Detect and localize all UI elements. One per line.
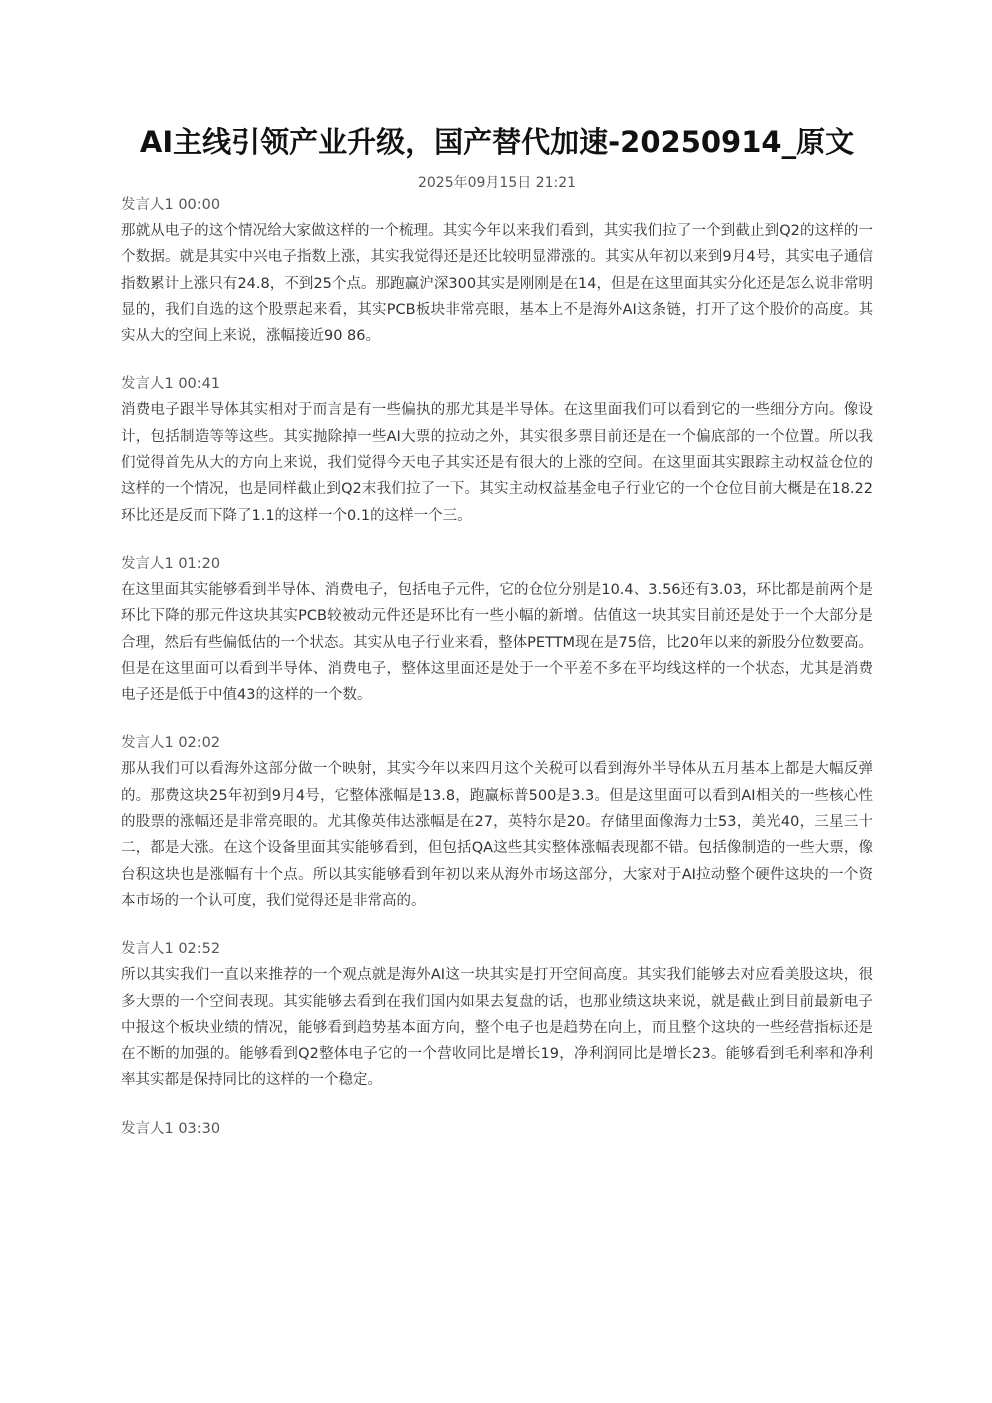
speaker-timestamp: 发言人1 00:41	[121, 376, 221, 393]
document-date: 2025年09月15日 21:21	[417, 175, 577, 191]
transcript-section	[121, 375, 873, 528]
speaker-timestamp: 发言人1 00:00	[121, 197, 221, 213]
transcript-section	[121, 196, 873, 349]
transcript-paragraph: 消费电子跟半导体其实相对于而言是有一些偏执的那尤其是半导体。在这里面我们可以看到它的一些细分方向。像设计，包括制造等等这些。其实抛除掉一些AI大票的拉动之外，其实很多票目前还是在一个偏底部的一个位置。所以我们觉得首先从大的方向上来说，我们觉得今天电子其实还是有很大的上涨的空间。在这里面其实跟踪主动权益仓位的这样的一个情况，也是同样截止到Q2末我们拉了一下。其实主动权益基金电子行业它的一个仓位目前大概是在18.22环比还是反而下降了1.1的这样一个0.1的这样一个三。	[121, 402, 873, 524]
document-page	[121, 0, 873, 1142]
speaker-timestamp: 发言人1 02:02	[121, 735, 221, 752]
transcript-paragraph: 在这里面其实能够看到半导体、消费电子，包括电子元件，它的仓位分别是10.4、3.56还有3.03，环比都是前两个是环比下降的那元件这块其实PCB较被动元件还是环比有一些小幅的新增。估值这一块其实目前还是处于一个大部分是合理，然后有些偏低估的一个状态。其实从电子行业来看，整体PETTM现在是75倍，比20年以来的新股分位数要高。但是在这里面可以看到半导体、消费电子，整体这里面还是处于一个平差不多在平均线这样的一个状态，尤其是消费电子还是低于中值43的这样的一个数。	[121, 581, 873, 704]
speaker-timestamp: 发言人1 02:52	[121, 941, 221, 958]
speaker-timestamp: 发言人1 01:20	[121, 555, 221, 572]
transcript-paragraph: 那从我们可以看海外这部分做一个映射，其实今年以来四月这个关税可以看到海外半导体从五月基本上都是大幅反弹的。那费这块25年初到9月4号，它整体涨幅是13.8，跑赢标普500是3.3。但是这里面可以看到AI相关的一些核心性的股票的涨幅还是非常亮眼的。尤其像英伟达涨幅是在27，英特尔是20。存储里面像海力士53，美光40，三星三十二，都是大涨。在这个设备里面其实能够看到，但包括QA这些其实整体涨幅表现都不错。包括像制造的一些大票，像台积这块也是涨幅有十个点。所以其实能够看到年初以来从海外市场这部分，大家对于AI拉动整个硬件这块的一个资本市场的一个认可度，我们觉得还是非常高的。	[121, 761, 873, 909]
speaker-timestamp: 发言人1 03:30	[121, 1120, 221, 1137]
document-title: AI主线引领产业升级，国产替代加速-20250914_原文	[139, 125, 855, 159]
transcript-paragraph: 所以其实我们一直以来推荐的一个观点就是海外AI这一块其实是打开空间高度。其实我们能够去对应看美股这块，很多大票的一个空间表现。其实能够去看到在我们国内如果去复盘的话，也那业绩这块来说，就是截止到目前最新电子中报这个板块业绩的情况，能够看到趋势基本面方向，整个电子也是趋势在向上，而且整个这块的一些经营指标还是在不断的加强的。能够看到Q2整体电子它的一个营收同比是增长19，净利润同比是增长23。能够看到毛利率和净利率其实都是保持同比的这样的一个稳定。	[121, 967, 873, 1089]
transcript-section	[121, 1120, 873, 1138]
transcript-paragraph: 那就从电子的这个情况给大家做这样的一个梳理。其实今年以来我们看到，其实我们拉了一个到截止到Q2的这样的一个数据。就是其实中兴电子指数上涨，其实我觉得还是还比较明显滞涨的。其实从年初以来到9月4号，其实电子通信指数累计上涨只有24.8，不到25个点。那跑赢沪深300其实是刚刚是在14，但是在这里面其实分化还是怎么说非常明显的，我们自选的这个股票起来看，其实PCB板块非常亮眼，基本上不是海外AI这条链，打开了这个股价的高度。其实从大的空间上来说，涨幅接近90 86。	[121, 223, 873, 345]
transcript-section	[121, 555, 873, 708]
transcript-section	[121, 940, 873, 1093]
transcript-section	[121, 734, 873, 914]
